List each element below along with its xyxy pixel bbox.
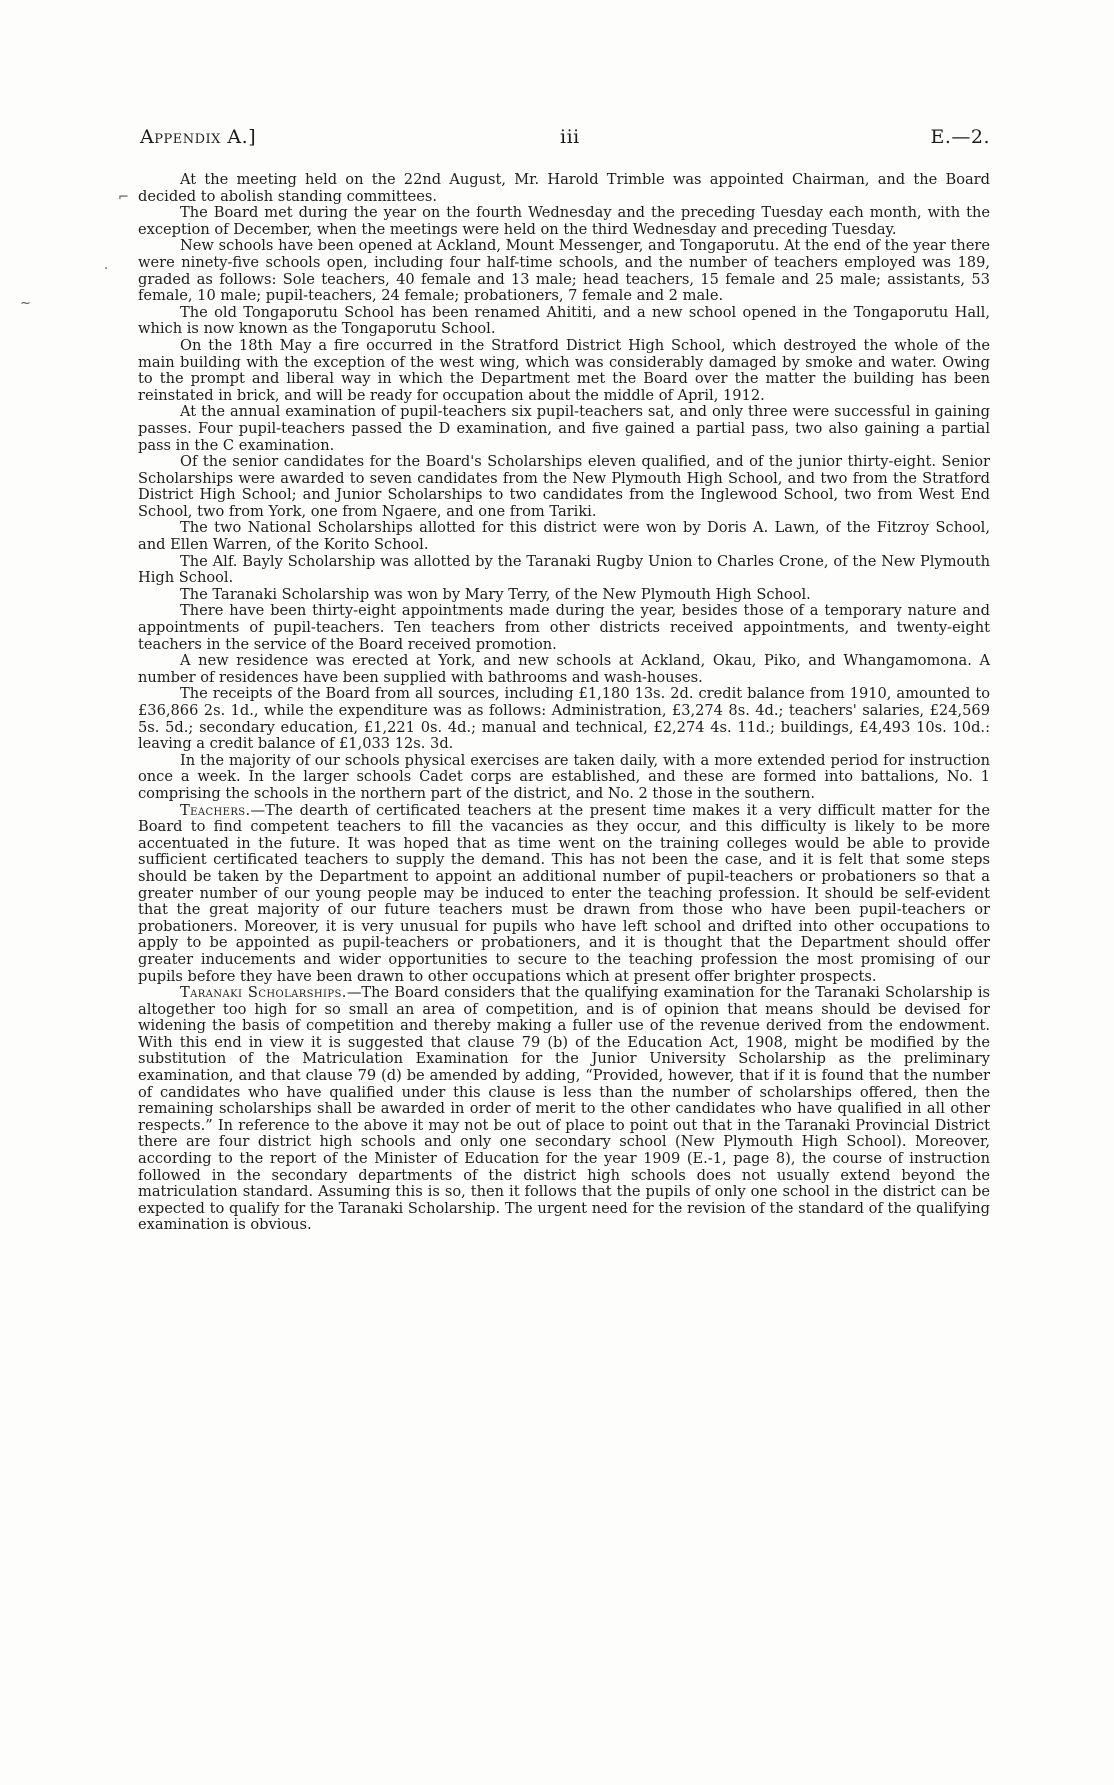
paragraph-new-schools: New schools have been opened at Ackland, Mount Messenger, and Tongaporutu. At the end of the year there were ninety-five schools open, including four half-time schools, and the number of teachers employed was 189, graded as follows: Sole teachers, 40 female and 13 male; head teachers, 15 female and 25 male; assistants, 53 female, 10 male; pupil-teachers, 24 female; probationers, 7 female and 2 male. [138, 237, 990, 305]
paragraph-teachers: Teachers.—The dearth of certificated teachers at the present time makes it a very difficult matter for the Board to find competent teachers to fill the vacancies as they occur, and this difficulty is likely to be more accentuated in the future. It was hoped that as time went on the training colleges would be able to provide sufficient certificated teachers to supply the demand. This has not been the case, and it is felt that some steps should be taken by the Department to appoint an additional number of pupil-teachers or probationers so that a greater number of our young people may be induced to enter the teaching profession. It should be self-evident that the great majority of our future teachers must be drawn from those who have been pupil-teachers or probationers. Moreover, it is very unusual for pupils who have left school and drifted into other occupations to apply to be appointed as pupil-teachers or probationers, and it is thought that the Department should offer greater inducements and wider opportunities to secure to the teaching profession the most promising of our pupils before they have been drawn to other occupations which at present offer brighter prospects. [138, 801, 990, 985]
paragraph-pupil-teachers-exam: At the annual examination of pupil-teachers six pupil-teachers sat, and only three were successful in gaining passes. Four pupil-teachers passed the D examination, and five gained a partial pass, two also gaining a partial pass in the C examination. [138, 403, 990, 454]
paragraph-board-scholarships: Of the senior candidates for the Board's Scholarships eleven qualified, and of the junior thirty-eight. Senior Scholarships were awarded to seven candidates from the New Plymouth High School, and two from the Stratford District High School; and Junior Scholarships to two candidates from the Inglewood School, two from West End School, two from York, one from Ngaere, and one from Tariki. [138, 453, 990, 520]
paragraph-physical-exercises: In the majority of our schools physical exercises are taken daily, with a more extended period for instruction once a week. In the larger schools Cadet corps are established, and these are formed into battalions, No. 1 comprising the schools in the northern part of the district, and No. 2 those in the southern. [138, 751, 990, 802]
header-page-number: iii [560, 126, 580, 148]
paragraph-appointments: There have been thirty-eight appointments made during the year, besides those of a temporary nature and appointments of pupil-teachers. Ten teachers from other districts received appointments, and twenty-eight teachers in the service of the Board received promotion. [138, 602, 990, 653]
paragraph-residences: A new residence was erected at York, and new schools at Ackland, Okau, Piko, and Whangamomona. A number of residences have been supplied with bathrooms and wash-houses. [138, 652, 990, 686]
paragraph-meetings: The Board met during the year on the fourth Wednesday and the preceding Tuesday each month, with the exception of December, when the meetings were held on the third Wednesday and preceding Tuesday. [138, 204, 990, 238]
paragraph-chairman: At the meeting held on the 22nd August, Mr. Harold Trimble was appointed Chairman, and the Board decided to abolish standing committees. [138, 171, 990, 205]
margin-mark-icon: ⌐ [118, 190, 129, 205]
paragraph-fire: On the 18th May a fire occurred in the Stratford District High School, which destroyed the whole of the main building with the exception of the west wing, which was considerably damaged by smoke and water. Owing to the prompt and liberal way in which the Department met the Board over the matter the building has been reinstated in brick, and will be ready for occupation about the middle of April, 1912. [138, 336, 990, 404]
paragraph-bayly-scholarship: The Alf. Bayly Scholarship was allotted by the Taranaki Rugby Union to Charles Crone, of the New Plymouth High School. [138, 552, 990, 587]
margin-mark-icon: ~ [20, 296, 31, 311]
body-text [138, 172, 990, 1234]
paragraph-receipts: The receipts of the Board from all sources, including £1,180 13s. 2d. credit balance from 1910, amounted to £36,866 2s. 1d., while the expenditure was as follows: Administration, £3,274 8s. 4d.; teachers' salaries, £24,569 5s. 5d.; secondary education, £1,221 0s. 4d.; manual and technical, £2,274 4s. 11d.; buildings, £4,493 10s. 10d.: leaving a credit balance of £1,033 12s. 3d. [138, 685, 990, 753]
header-document-code: E.—2. [930, 126, 990, 148]
header-appendix-label: Appendix A.] [140, 126, 257, 148]
section-lead-taranaki-scholarships: Taranaki Scholarships. [180, 984, 347, 1002]
margin-mark-icon: · [104, 262, 109, 277]
paragraph-taranaki-scholarships: Taranaki Scholarships.—The Board considers that the qualifying examination for the Taranaki Scholarship is altogether too high for so small an area of competition, and is of opinion that means should be devised for widening the basis of competition and thereby making a fuller use of the revenue derived from the endowment. With this end in view it is suggested that clause 79 (b) of the Education Act, 1908, might be modified by the substitution of the Matriculation Examination for the Junior University Scholarship as the preliminary examination, and that clause 79 (d) be amended by adding, “Provided, however, that if it is found that the number of candidates who have qualified under this clause is less than the number of scholarships offered, then the remaining scholarships shall be awarded in order of merit to the other candidates who have qualified in all other respects.” In reference to the above it may not be out of place to point out that in the Taranaki Provincial District there are four district high schools and only one secondary school (New Plymouth High School). Moreover, according to the report of the Minister of Education for the year 1909 (E.-1, page 8), the course of instruction followed in the secondary departments of the district high schools does not usually extend beyond the matriculation standard. Assuming this is so, then it follows that the pupils of only one school in the district can be expected to qualify for the Taranaki Scholarship. The urgent need for the revision of the standard of the qualifying examination is obvious. [138, 984, 990, 1234]
paragraph-taranaki-scholarship-winner: The Taranaki Scholarship was won by Mary Terry, of the New Plymouth High School. [180, 585, 811, 603]
section-lead-teachers: Teachers. [180, 801, 251, 819]
paragraph-national-scholarships: The two National Scholarships allotted for this district were won by Doris A. Lawn, of the Fitzroy School, and Ellen Warren, of the Korito School. [138, 519, 990, 554]
paragraph-tongaporutu: The old Tongaporutu School has been renamed Ahititi, and a new school opened in the Tongaporutu Hall, which is now known as the Tongaporutu School. [138, 303, 990, 338]
page-header [140, 126, 990, 156]
